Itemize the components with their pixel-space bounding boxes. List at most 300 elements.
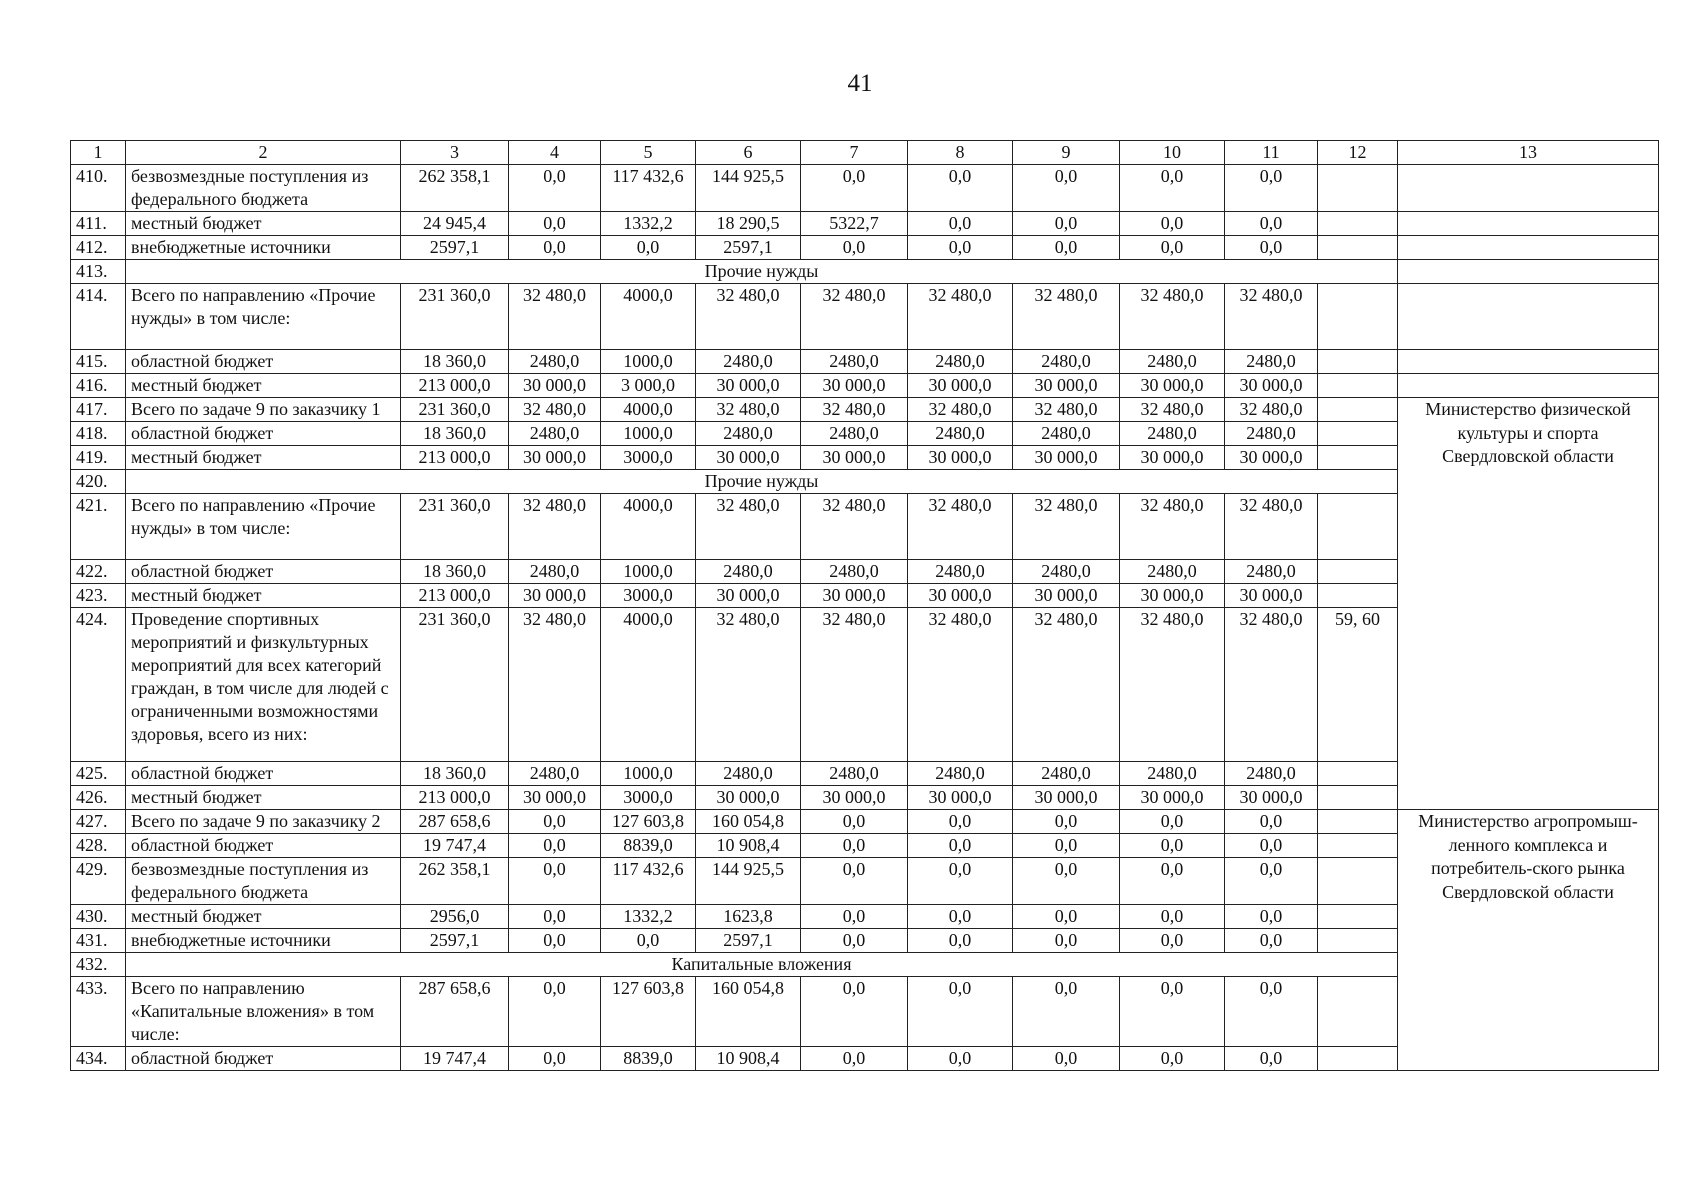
value-cell: 0,0	[1225, 212, 1318, 236]
value-cell: 32 480,0	[801, 608, 908, 762]
value-cell: 30 000,0	[908, 786, 1013, 810]
row-number: 426.	[71, 786, 126, 810]
value-cell: 0,0	[908, 834, 1013, 858]
value-cell: 32 480,0	[1120, 494, 1225, 560]
value-cell: 32 480,0	[801, 284, 908, 350]
column-header: 8	[908, 141, 1013, 165]
value-cell: 30 000,0	[1013, 584, 1120, 608]
value-cell: 32 480,0	[1225, 398, 1318, 422]
value-cell: 30 000,0	[696, 786, 801, 810]
value-cell: 0,0	[908, 810, 1013, 834]
value-cell: 0,0	[1013, 236, 1120, 260]
value-cell: 32 480,0	[1013, 494, 1120, 560]
value-cell: 30 000,0	[1120, 584, 1225, 608]
row-description: Всего по направлению «Прочие нужды» в том числе:	[126, 494, 401, 560]
value-cell: 30 000,0	[1225, 786, 1318, 810]
value-cell: 32 480,0	[509, 494, 601, 560]
value-cell: 2480,0	[509, 422, 601, 446]
value-cell: 287 658,6	[401, 810, 509, 834]
value-cell: 30 000,0	[696, 446, 801, 470]
value-cell: 0,0	[1120, 929, 1225, 953]
value-cell: 10 908,4	[696, 1047, 801, 1071]
row-number: 428.	[71, 834, 126, 858]
row-description: местный бюджет	[126, 374, 401, 398]
row-number: 422.	[71, 560, 126, 584]
table-row	[71, 236, 1659, 260]
value-cell: 0,0	[509, 1047, 601, 1071]
value-cell: 2480,0	[908, 560, 1013, 584]
value-cell: 3 000,0	[601, 374, 696, 398]
value-cell: 2956,0	[401, 905, 509, 929]
row-description: внебюджетные источники	[126, 929, 401, 953]
row-description: областной бюджет	[126, 350, 401, 374]
value-cell: 213 000,0	[401, 584, 509, 608]
section-title: Прочие нужды	[126, 260, 1398, 284]
column-header: 9	[1013, 141, 1120, 165]
section-title: Капитальные вложения	[126, 953, 1398, 977]
row-number: 417.	[71, 398, 126, 422]
value-cell: 0,0	[1120, 236, 1225, 260]
value-cell: 32 480,0	[801, 494, 908, 560]
col12-cell	[1318, 350, 1398, 374]
value-cell: 18 290,5	[696, 212, 801, 236]
value-cell: 10 908,4	[696, 834, 801, 858]
row-number: 413.	[71, 260, 126, 284]
value-cell: 19 747,4	[401, 1047, 509, 1071]
value-cell: 117 432,6	[601, 858, 696, 905]
value-cell: 2480,0	[509, 560, 601, 584]
value-cell: 0,0	[1013, 1047, 1120, 1071]
page-number: 41	[847, 70, 873, 97]
value-cell: 4000,0	[601, 398, 696, 422]
value-cell: 0,0	[801, 929, 908, 953]
value-cell: 32 480,0	[801, 398, 908, 422]
value-cell: 0,0	[1013, 929, 1120, 953]
value-cell: 2480,0	[1120, 560, 1225, 584]
value-cell: 30 000,0	[801, 446, 908, 470]
value-cell: 8839,0	[601, 834, 696, 858]
row-number: 433.	[71, 977, 126, 1047]
value-cell: 0,0	[1013, 834, 1120, 858]
row-number: 410.	[71, 165, 126, 212]
row-description: местный бюджет	[126, 446, 401, 470]
value-cell: 0,0	[1120, 905, 1225, 929]
value-cell: 32 480,0	[908, 398, 1013, 422]
value-cell: 3000,0	[601, 446, 696, 470]
value-cell: 30 000,0	[509, 446, 601, 470]
row-number: 432.	[71, 953, 126, 977]
col12-cell	[1318, 236, 1398, 260]
value-cell: 0,0	[509, 165, 601, 212]
table-body	[71, 141, 1659, 1071]
row-description: внебюджетные источники	[126, 236, 401, 260]
value-cell: 30 000,0	[801, 584, 908, 608]
value-cell: 18 360,0	[401, 422, 509, 446]
value-cell: 231 360,0	[401, 608, 509, 762]
value-cell: 30 000,0	[1013, 786, 1120, 810]
value-cell: 127 603,8	[601, 810, 696, 834]
value-cell: 0,0	[1120, 165, 1225, 212]
section-row	[71, 260, 1659, 284]
col12-cell	[1318, 858, 1398, 905]
row-number: 415.	[71, 350, 126, 374]
value-cell: 2480,0	[1120, 762, 1225, 786]
col13-cell	[1398, 260, 1659, 284]
value-cell: 2480,0	[696, 560, 801, 584]
value-cell: 2597,1	[401, 236, 509, 260]
table-row	[71, 212, 1659, 236]
col12-cell	[1318, 834, 1398, 858]
value-cell: 2480,0	[1225, 422, 1318, 446]
row-number: 424.	[71, 608, 126, 762]
row-number: 429.	[71, 858, 126, 905]
value-cell: 2480,0	[1120, 422, 1225, 446]
value-cell: 2480,0	[908, 350, 1013, 374]
value-cell: 1000,0	[601, 350, 696, 374]
value-cell: 0,0	[908, 858, 1013, 905]
value-cell: 2480,0	[696, 422, 801, 446]
col12-cell	[1318, 446, 1398, 470]
row-description: областной бюджет	[126, 1047, 401, 1071]
value-cell: 0,0	[601, 929, 696, 953]
value-cell: 30 000,0	[908, 374, 1013, 398]
column-header: 6	[696, 141, 801, 165]
value-cell: 32 480,0	[509, 284, 601, 350]
value-cell: 262 358,1	[401, 858, 509, 905]
value-cell: 24 945,4	[401, 212, 509, 236]
value-cell: 0,0	[1120, 834, 1225, 858]
row-number: 420.	[71, 470, 126, 494]
value-cell: 30 000,0	[1013, 374, 1120, 398]
value-cell: 0,0	[908, 1047, 1013, 1071]
column-header: 5	[601, 141, 696, 165]
row-description: местный бюджет	[126, 786, 401, 810]
value-cell: 0,0	[1120, 1047, 1225, 1071]
col13-cell	[1398, 236, 1659, 260]
row-description: Всего по направлению «Капитальные вложения» в том числе:	[126, 977, 401, 1047]
value-cell: 0,0	[1120, 810, 1225, 834]
value-cell: 0,0	[908, 929, 1013, 953]
col12-cell	[1318, 905, 1398, 929]
value-cell: 30 000,0	[801, 374, 908, 398]
value-cell: 18 360,0	[401, 762, 509, 786]
value-cell: 32 480,0	[1013, 284, 1120, 350]
value-cell: 2597,1	[696, 929, 801, 953]
value-cell: 0,0	[1120, 977, 1225, 1047]
value-cell: 0,0	[601, 236, 696, 260]
value-cell: 19 747,4	[401, 834, 509, 858]
value-cell: 2480,0	[801, 422, 908, 446]
value-cell: 0,0	[1225, 977, 1318, 1047]
value-cell: 2480,0	[696, 762, 801, 786]
table-row	[71, 374, 1659, 398]
value-cell: 0,0	[1120, 212, 1225, 236]
col12-cell	[1318, 810, 1398, 834]
value-cell: 4000,0	[601, 494, 696, 560]
value-cell: 8839,0	[601, 1047, 696, 1071]
responsible-ministry: Министерство физической культуры и спорта Свердловской области	[1398, 398, 1659, 810]
value-cell: 30 000,0	[908, 584, 1013, 608]
value-cell: 30 000,0	[696, 374, 801, 398]
value-cell: 0,0	[1013, 905, 1120, 929]
value-cell: 213 000,0	[401, 446, 509, 470]
value-cell: 30 000,0	[1013, 446, 1120, 470]
value-cell: 32 480,0	[696, 398, 801, 422]
value-cell: 0,0	[908, 905, 1013, 929]
value-cell: 144 925,5	[696, 858, 801, 905]
value-cell: 2480,0	[696, 350, 801, 374]
value-cell: 0,0	[509, 977, 601, 1047]
col12-cell	[1318, 284, 1398, 350]
value-cell: 0,0	[509, 858, 601, 905]
value-cell: 2480,0	[509, 350, 601, 374]
row-number: 411.	[71, 212, 126, 236]
value-cell: 32 480,0	[908, 608, 1013, 762]
col12-cell	[1318, 1047, 1398, 1071]
value-cell: 18 360,0	[401, 350, 509, 374]
value-cell: 0,0	[801, 858, 908, 905]
table-row	[71, 398, 1659, 422]
col12-cell	[1318, 165, 1398, 212]
value-cell: 2597,1	[401, 929, 509, 953]
row-number: 425.	[71, 762, 126, 786]
value-cell: 2480,0	[908, 422, 1013, 446]
row-number: 416.	[71, 374, 126, 398]
row-description: Всего по задаче 9 по заказчику 2	[126, 810, 401, 834]
row-description: областной бюджет	[126, 422, 401, 446]
col12-cell	[1318, 762, 1398, 786]
value-cell: 30 000,0	[1120, 446, 1225, 470]
col12-cell	[1318, 212, 1398, 236]
value-cell: 2480,0	[1013, 350, 1120, 374]
value-cell: 0,0	[908, 977, 1013, 1047]
value-cell: 0,0	[1225, 905, 1318, 929]
column-header: 11	[1225, 141, 1318, 165]
column-header: 12	[1318, 141, 1398, 165]
column-header: 10	[1120, 141, 1225, 165]
row-description: областной бюджет	[126, 762, 401, 786]
row-number: 418.	[71, 422, 126, 446]
value-cell: 1332,2	[601, 212, 696, 236]
row-number: 421.	[71, 494, 126, 560]
value-cell: 2480,0	[801, 350, 908, 374]
value-cell: 2480,0	[1225, 560, 1318, 584]
value-cell: 32 480,0	[1225, 284, 1318, 350]
table-row	[71, 810, 1659, 834]
value-cell: 30 000,0	[1225, 374, 1318, 398]
value-cell: 0,0	[1225, 1047, 1318, 1071]
value-cell: 0,0	[1013, 858, 1120, 905]
value-cell: 0,0	[509, 905, 601, 929]
row-description: безвозмездные поступления из федерального бюджета	[126, 858, 401, 905]
value-cell: 0,0	[1225, 858, 1318, 905]
value-cell: 0,0	[1225, 929, 1318, 953]
value-cell: 0,0	[1225, 236, 1318, 260]
value-cell: 5322,7	[801, 212, 908, 236]
value-cell: 32 480,0	[908, 284, 1013, 350]
value-cell: 0,0	[801, 810, 908, 834]
header-row	[71, 141, 1659, 165]
value-cell: 0,0	[509, 834, 601, 858]
value-cell: 32 480,0	[908, 494, 1013, 560]
column-header: 7	[801, 141, 908, 165]
row-number: 419.	[71, 446, 126, 470]
value-cell: 30 000,0	[509, 374, 601, 398]
col13-cell	[1398, 165, 1659, 212]
value-cell: 3000,0	[601, 584, 696, 608]
value-cell: 0,0	[801, 165, 908, 212]
column-header: 4	[509, 141, 601, 165]
value-cell: 1000,0	[601, 422, 696, 446]
value-cell: 0,0	[509, 929, 601, 953]
value-cell: 0,0	[1013, 810, 1120, 834]
col13-cell	[1398, 284, 1659, 350]
value-cell: 0,0	[801, 834, 908, 858]
value-cell: 0,0	[1225, 810, 1318, 834]
row-description: местный бюджет	[126, 212, 401, 236]
value-cell: 32 480,0	[1120, 284, 1225, 350]
value-cell: 2480,0	[1225, 350, 1318, 374]
value-cell: 0,0	[1013, 165, 1120, 212]
value-cell: 0,0	[1225, 834, 1318, 858]
col13-cell	[1398, 212, 1659, 236]
value-cell: 0,0	[509, 212, 601, 236]
value-cell: 231 360,0	[401, 398, 509, 422]
row-description: местный бюджет	[126, 905, 401, 929]
value-cell: 32 480,0	[1120, 398, 1225, 422]
value-cell: 30 000,0	[696, 584, 801, 608]
value-cell: 1000,0	[601, 560, 696, 584]
value-cell: 30 000,0	[801, 786, 908, 810]
value-cell: 2480,0	[1013, 422, 1120, 446]
col13-cell	[1398, 350, 1659, 374]
value-cell: 117 432,6	[601, 165, 696, 212]
row-number: 430.	[71, 905, 126, 929]
value-cell: 32 480,0	[1013, 398, 1120, 422]
value-cell: 0,0	[908, 236, 1013, 260]
row-description: Всего по направлению «Прочие нужды» в том числе:	[126, 284, 401, 350]
row-number: 434.	[71, 1047, 126, 1071]
value-cell: 30 000,0	[509, 786, 601, 810]
value-cell: 213 000,0	[401, 786, 509, 810]
row-description: областной бюджет	[126, 560, 401, 584]
value-cell: 32 480,0	[509, 608, 601, 762]
row-description: областной бюджет	[126, 834, 401, 858]
value-cell: 32 480,0	[696, 284, 801, 350]
value-cell: 2480,0	[509, 762, 601, 786]
row-number: 431.	[71, 929, 126, 953]
col12-cell	[1318, 398, 1398, 422]
budget-table	[70, 140, 1659, 1071]
value-cell: 287 658,6	[401, 977, 509, 1047]
value-cell: 1623,8	[696, 905, 801, 929]
column-header: 1	[71, 141, 126, 165]
value-cell: 32 480,0	[1225, 494, 1318, 560]
value-cell: 30 000,0	[1225, 584, 1318, 608]
col12-cell	[1318, 786, 1398, 810]
column-header: 3	[401, 141, 509, 165]
value-cell: 32 480,0	[509, 398, 601, 422]
value-cell: 160 054,8	[696, 810, 801, 834]
table-row	[71, 284, 1659, 350]
value-cell: 231 360,0	[401, 494, 509, 560]
col13-cell	[1398, 374, 1659, 398]
value-cell: 0,0	[801, 977, 908, 1047]
col12-cell	[1318, 977, 1398, 1047]
value-cell: 231 360,0	[401, 284, 509, 350]
value-cell: 18 360,0	[401, 560, 509, 584]
row-number: 412.	[71, 236, 126, 260]
row-description: Проведение спортивных мероприятий и физкультурных мероприятий для всех категорий граждан, в том числе для людей с ограниченными возможностями здоровья, всего из них:	[126, 608, 401, 762]
value-cell: 1000,0	[601, 762, 696, 786]
value-cell: 0,0	[801, 1047, 908, 1071]
value-cell: 262 358,1	[401, 165, 509, 212]
value-cell: 4000,0	[601, 284, 696, 350]
value-cell: 30 000,0	[509, 584, 601, 608]
value-cell: 4000,0	[601, 608, 696, 762]
table-row	[71, 350, 1659, 374]
value-cell: 2480,0	[908, 762, 1013, 786]
col12-cell	[1318, 494, 1398, 560]
col12-cell: 59, 60	[1318, 608, 1398, 762]
col12-cell	[1318, 422, 1398, 446]
value-cell: 0,0	[801, 905, 908, 929]
row-description: безвозмездные поступления из федерального бюджета	[126, 165, 401, 212]
value-cell: 32 480,0	[1225, 608, 1318, 762]
value-cell: 0,0	[509, 236, 601, 260]
value-cell: 0,0	[1013, 977, 1120, 1047]
value-cell: 32 480,0	[696, 608, 801, 762]
value-cell: 0,0	[1225, 165, 1318, 212]
value-cell: 3000,0	[601, 786, 696, 810]
value-cell: 160 054,8	[696, 977, 801, 1047]
value-cell: 2480,0	[1013, 560, 1120, 584]
row-number: 414.	[71, 284, 126, 350]
value-cell: 30 000,0	[1120, 374, 1225, 398]
responsible-ministry: Министерство агропромыш-ленного комплекса и потребитель-ского рынка Свердловской области	[1398, 810, 1659, 1071]
value-cell: 2480,0	[801, 560, 908, 584]
value-cell: 144 925,5	[696, 165, 801, 212]
column-header: 13	[1398, 141, 1659, 165]
col12-cell	[1318, 560, 1398, 584]
value-cell: 0,0	[908, 165, 1013, 212]
value-cell: 127 603,8	[601, 977, 696, 1047]
row-description: Всего по задаче 9 по заказчику 1	[126, 398, 401, 422]
section-title: Прочие нужды	[126, 470, 1398, 494]
col12-cell	[1318, 584, 1398, 608]
value-cell: 32 480,0	[696, 494, 801, 560]
row-description: местный бюджет	[126, 584, 401, 608]
row-number: 423.	[71, 584, 126, 608]
value-cell: 30 000,0	[1120, 786, 1225, 810]
col12-cell	[1318, 374, 1398, 398]
value-cell: 0,0	[1120, 858, 1225, 905]
value-cell: 0,0	[908, 212, 1013, 236]
value-cell: 2480,0	[1120, 350, 1225, 374]
row-number: 427.	[71, 810, 126, 834]
column-header: 2	[126, 141, 401, 165]
value-cell: 2480,0	[1013, 762, 1120, 786]
value-cell: 30 000,0	[908, 446, 1013, 470]
col12-cell	[1318, 929, 1398, 953]
value-cell: 2480,0	[801, 762, 908, 786]
value-cell: 0,0	[509, 810, 601, 834]
value-cell: 32 480,0	[1120, 608, 1225, 762]
value-cell: 0,0	[1013, 212, 1120, 236]
value-cell: 32 480,0	[1013, 608, 1120, 762]
value-cell: 2597,1	[696, 236, 801, 260]
value-cell: 0,0	[801, 236, 908, 260]
